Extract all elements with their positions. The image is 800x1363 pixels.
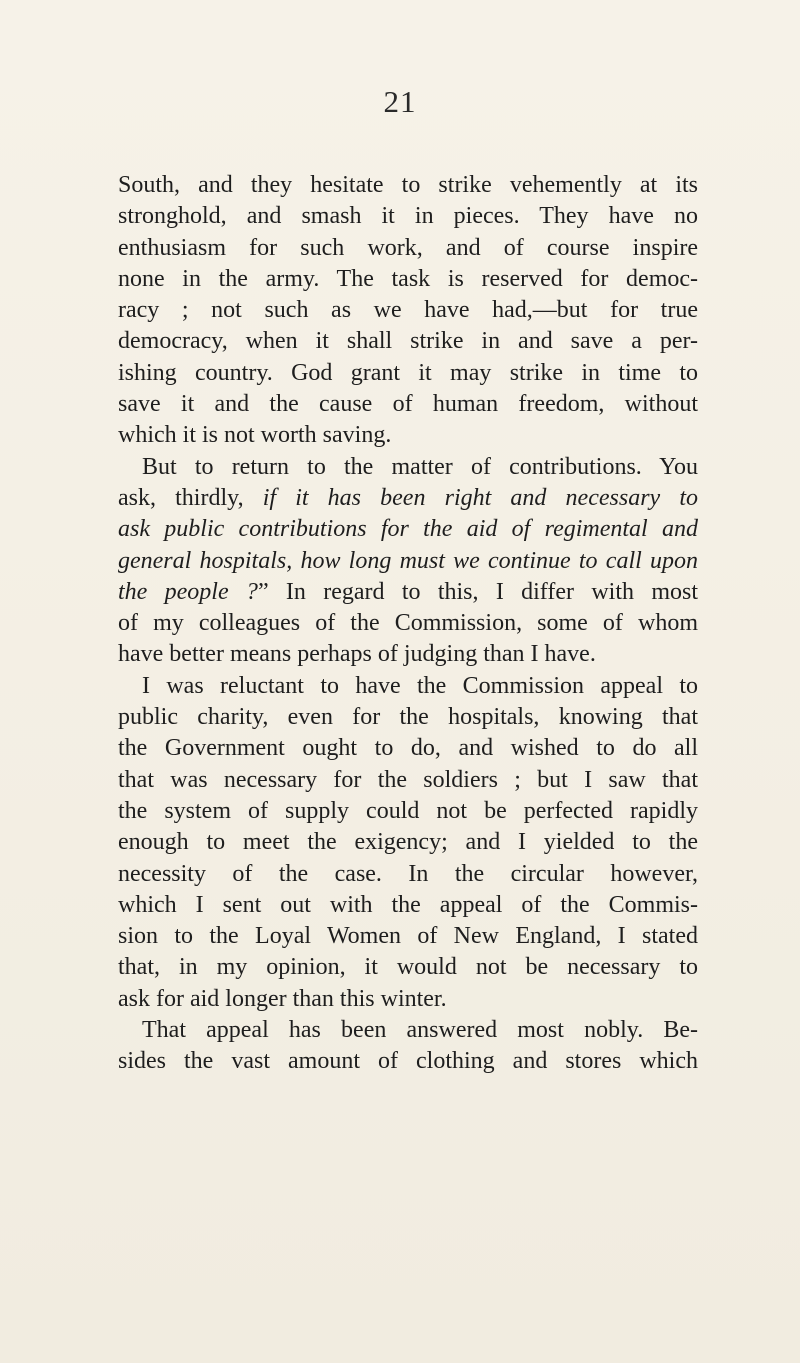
text-segment: that was necessary for the soldiers ; but I saw that	[118, 766, 698, 793]
text-line	[118, 890, 698, 921]
text-segment: sion to the Loyal Women of New England, I stated	[118, 923, 698, 950]
text-segment: But to return to the matter of contributions. You	[142, 453, 698, 480]
text-segment: the Government ought to do, and wished to do all	[118, 735, 698, 762]
text-line	[118, 765, 698, 796]
text-line	[118, 796, 698, 827]
text-segment: which I sent out with the appeal of the Commis-	[118, 891, 698, 918]
text-line	[118, 1015, 698, 1046]
text-segment: That appeal has been answered most nobly. Be-	[142, 1017, 698, 1044]
text-line	[118, 358, 698, 389]
italic-text-segment: general hospitals, how long must we continue to call upon	[118, 547, 698, 574]
page-number: 21	[383, 84, 417, 119]
text-line	[118, 546, 698, 577]
text-segment: ” In regard to this, I differ with most	[257, 578, 698, 605]
text-segment: sides the vast amount of clothing and stores which	[118, 1048, 698, 1075]
text-segment: which it is not worth saving.	[118, 422, 392, 449]
text-line	[118, 639, 698, 670]
text-line	[118, 952, 698, 983]
text-line	[118, 233, 698, 264]
text-segment: ask for aid longer than this winter.	[118, 985, 447, 1012]
text-line	[118, 452, 698, 483]
text-line	[118, 389, 698, 420]
text-line	[118, 921, 698, 952]
italic-text-segment: ask public contributions for the aid of regimental and	[118, 516, 698, 543]
text-line	[118, 859, 698, 890]
text-segment: ask, thirdly,	[118, 484, 263, 511]
text-line	[118, 827, 698, 858]
text-segment: stronghold, and smash it in pieces. They have no	[118, 203, 698, 230]
text-line	[118, 326, 698, 357]
italic-text-segment: if it has been right and necessary to	[262, 484, 698, 511]
text-segment: of my colleagues of the Commission, some of whom	[118, 610, 698, 637]
text-segment: necessity of the case. In the circular however,	[118, 860, 698, 887]
text-segment: I was reluctant to have the Commission appeal to	[142, 672, 698, 699]
text-line	[118, 702, 698, 733]
text-line	[118, 295, 698, 326]
text-line	[118, 671, 698, 702]
text-segment: have better means perhaps of judging than I have.	[118, 641, 596, 668]
text-segment: democracy, when it shall strike in and save a per-	[118, 328, 698, 355]
text-segment: that, in my opinion, it would not be necessary to	[118, 954, 698, 981]
italic-text-segment: the people ?	[118, 578, 258, 605]
text-line	[118, 170, 698, 201]
text-line	[118, 420, 698, 451]
text-segment: South, and they hesitate to strike vehemently at its	[118, 172, 698, 198]
text-segment: racy ; not such as we have had,—but for true	[118, 297, 698, 324]
text-line	[118, 483, 698, 514]
text-line	[118, 264, 698, 295]
text-segment: ishing country. God grant it may strike in time to	[118, 359, 698, 386]
text-line	[118, 608, 698, 639]
text-line	[118, 514, 698, 545]
text-segment: enthusiasm for such work, and of course inspire	[118, 234, 698, 261]
text-segment: enough to meet the exigency; and I yielded to the	[118, 829, 698, 856]
text-line	[118, 201, 698, 232]
text-segment: public charity, even for the hospitals, knowing that	[118, 704, 698, 731]
text-segment: the system of supply could not be perfected rapidly	[118, 797, 698, 824]
text-line	[118, 1046, 698, 1077]
text-segment: save it and the cause of human freedom, without	[118, 391, 698, 418]
text-line	[118, 733, 698, 764]
text-segment: none in the army. The task is reserved for democ-	[118, 265, 698, 292]
text-line	[118, 984, 698, 1015]
body-text	[118, 170, 698, 1078]
text-line	[118, 577, 698, 608]
